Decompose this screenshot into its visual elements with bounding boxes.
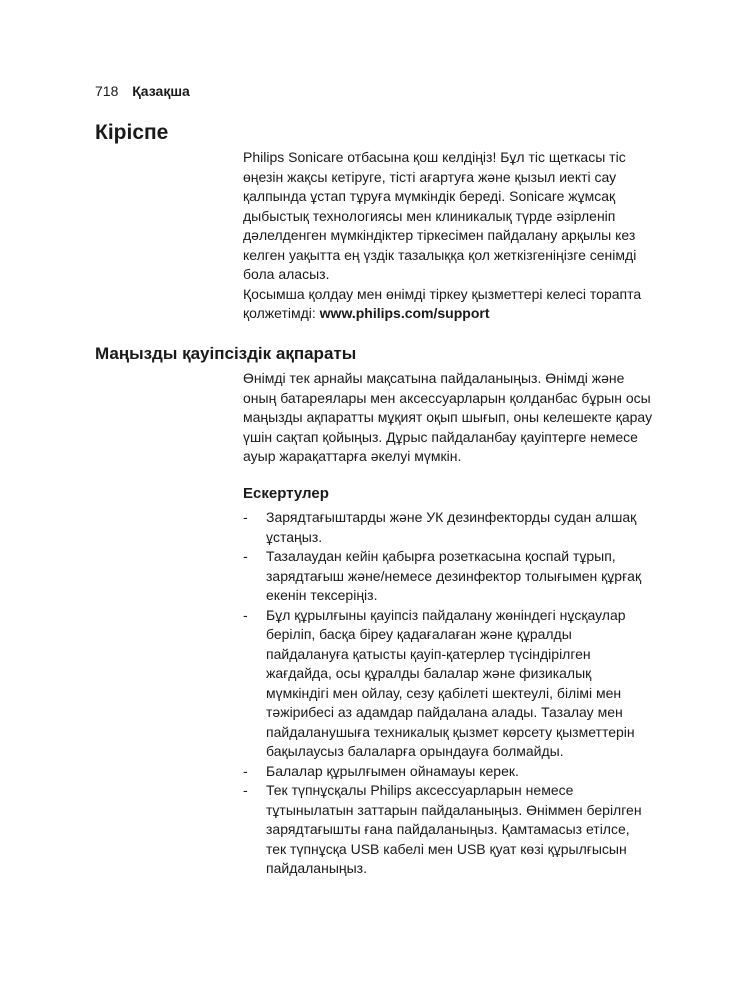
intro-paragraph: Philips Sonicare отбасына қош келдіңіз! Бұл тіс щеткасы тіс өңезін жақсы кетіруге, тісті ағартуға және қызыл иекті сау қалпында ұстап тұруға мүмкіндік береді. Sonicare жұмсақ дыбыстық технологиясы мен клиникалық түрде әзірленіп дәлелденген мүмкіндіктер тіркесімен пайдалану арқылы кез келген уақытта ең үздік тазалыққа қол жеткізгеніңізге сенімді бола аласыз.: [243, 149, 637, 282]
safety-paragraph: Өнімді тек арнайы мақсатына пайдаланыңыз. Өнімді және оның батареялары мен аксессуарларын қолданбас бұрын осы маңызды ақпаратты мұқият оқып шығып, оны келешекте қарау үшін сақтап қойыңыз. Дұрыс пайдаланбау қауіптерге немесе ауыр жарақаттарға әкелуі мүмкін.: [243, 370, 653, 464]
bullet-dash: -: [243, 509, 248, 525]
bullet-dash: -: [243, 606, 248, 623]
safety-section: [243, 369, 653, 467]
warning-item: [243, 606, 653, 762]
support-paragraph: [243, 285, 653, 324]
language-label: Қазақша: [132, 83, 190, 99]
support-link[interactable]: www.philips.com/support: [319, 305, 490, 321]
warning-text: Бұл құрылғыны қауіпсіз пайдалану жөніндегі нұсқаулар беріліп, басқа біреу қадағалаған және құралды пайдалануға қатысты қауіп-қатерлер түсіндірілген жағдайда, осы құралды балалар және физикалық мүмкіндігі мен ойлау, сезу қабілеті шектеулі, білімі мен тәжірибесі аз адамдар пайдалана алады. Тазалау мен пайдаланушыға техникалық қызмет көрсету қызметтерін бақылаусыз балаларға орындауға болмайды.: [266, 606, 635, 759]
warning-text: Тазалаудан кейін қабырға розеткасына қоспай тұрып, зарядтағыш және/немесе дезинфектор толығымен құрғақ екенін тексеріңіз.: [266, 548, 642, 603]
warning-item: [243, 508, 653, 547]
intro-section: [243, 148, 653, 324]
warning-text: Зарядтағыштарды және УК дезинфекторды судан алшақ ұстаңыз.: [266, 509, 637, 545]
bullet-dash: -: [243, 548, 248, 564]
intro-heading: Кіріспе: [95, 121, 169, 144]
warning-item: [243, 547, 653, 606]
warning-item: [243, 781, 653, 879]
support-text: Қосымша қолдау мен өнімді тіркеу қызметтері келесі торапта қолжетімді:: [243, 285, 642, 321]
page-header: [95, 82, 190, 100]
bullet-dash: -: [243, 762, 248, 779]
warning-text: Балалар құрылғымен ойнамауы керек.: [266, 762, 519, 779]
bullet-dash: -: [243, 782, 248, 798]
warning-text: Тек түпнұсқалы Philips аксессуарларын немесе тұтынылатын заттарын пайдаланыңыз. Өніммен берілген зарядтағышты ғана пайдаланыңыз. Қамтамасыз етілсе, тек түпнұсқа USB кабелі мен USB қуат көзі құрылғысын пайдаланыңыз.: [266, 782, 642, 876]
safety-heading: Маңызды қауіпсіздік ақпараты: [95, 344, 357, 363]
warnings-list: [243, 508, 653, 879]
page-number: 718: [95, 83, 119, 99]
warning-item: [243, 762, 653, 782]
warnings-heading: Ескертулер: [243, 485, 329, 502]
